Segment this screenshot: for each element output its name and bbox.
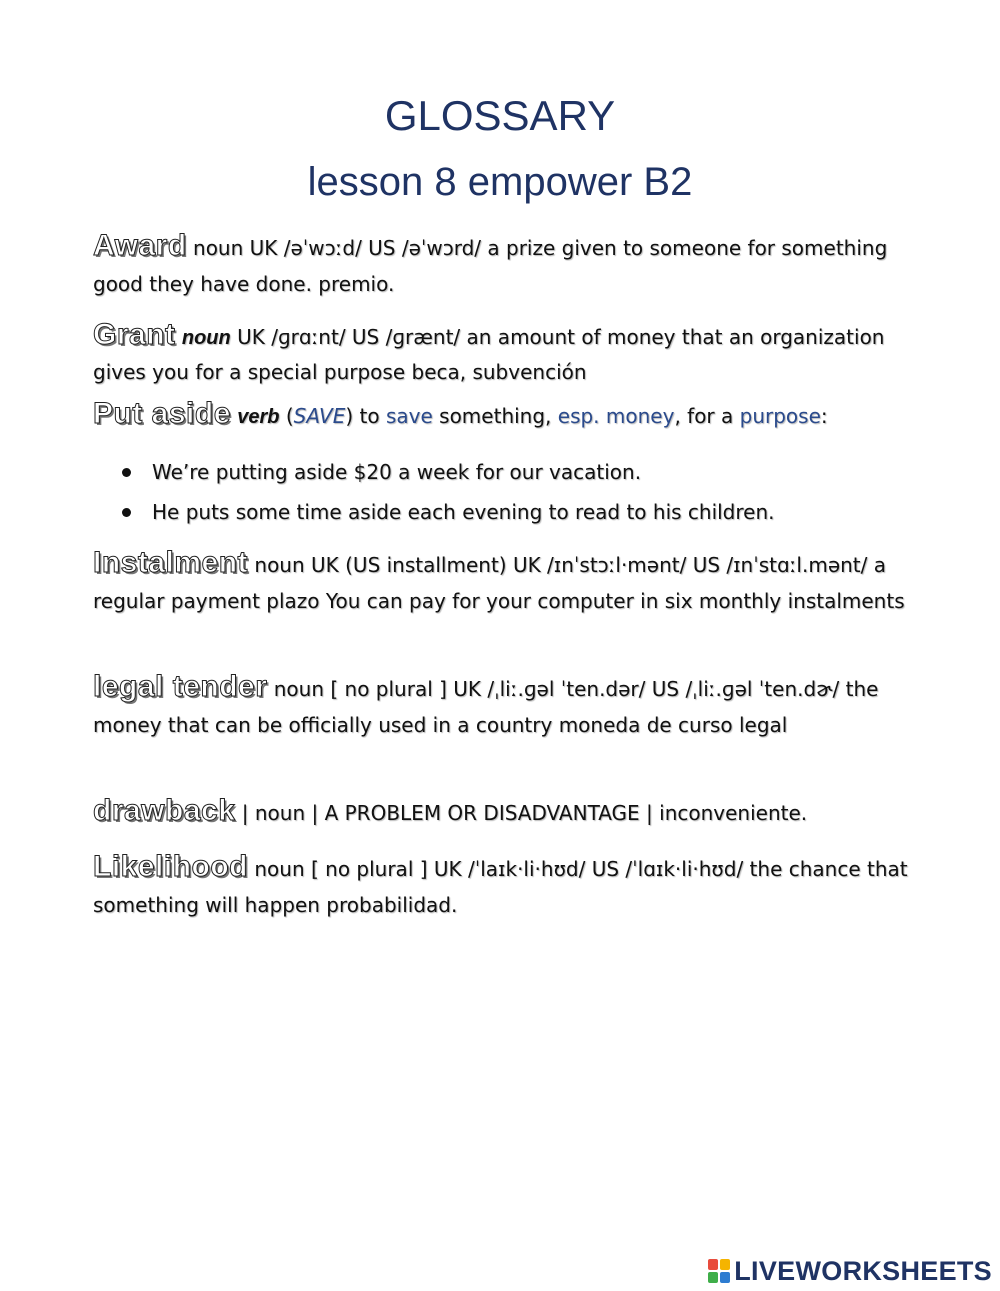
definition-part: , for a: [674, 404, 740, 428]
list-item: He puts some time aside each evening to read to his children.: [118, 492, 775, 532]
definition-grant: UK /ɡrɑːnt/ US /ɡrænt/ an amount of money that an organization gives you for a special purpose beca, subvención: [93, 325, 885, 384]
link-money[interactable]: esp. money: [557, 404, 675, 428]
entry-award: [93, 228, 908, 302]
term-likelihood: Likelihood: [93, 850, 248, 883]
pos-grant: noun: [181, 327, 231, 349]
link-save[interactable]: save: [385, 404, 433, 428]
entry-instalment: [93, 545, 908, 619]
term-grant: Grant: [93, 318, 176, 351]
entry-likelihood: [93, 849, 908, 923]
example-list: [118, 452, 775, 532]
liveworksheets-logo: [708, 1254, 992, 1288]
link-purpose[interactable]: purpose: [739, 404, 821, 428]
logo-square: [720, 1272, 730, 1283]
definition-part: :: [820, 404, 828, 428]
save-tag: SAVE: [293, 404, 346, 428]
definition-drawback: | noun | A PROBLEM OR DISADVANTAGE | inconveniente.: [235, 801, 808, 825]
definition-award: noun UK /əˈwɔːd/ US /əˈwɔrd/ a prize given to someone for something good they have done. premio.: [93, 236, 888, 296]
logo-square: [720, 1259, 730, 1270]
logo-mark-icon: [708, 1259, 730, 1283]
logo-text: LIVEWORKSHEETS: [734, 1255, 992, 1286]
term-instalment: Instalment: [93, 546, 249, 579]
definition-part: something,: [432, 404, 558, 428]
term-legal-tender: legal tender: [93, 670, 268, 703]
definition-likelihood: noun [ no plural ] UK /ˈlaɪk·li·hʊd/ US /ˈlɑɪk·li·hʊd/ the chance that something will happen probabilidad.: [93, 857, 908, 917]
entry-legal-tender: [93, 669, 908, 743]
logo-square: [708, 1259, 718, 1270]
term-award: Award: [93, 229, 187, 262]
definition-part: (: [279, 404, 294, 428]
page-subtitle: lesson 8 empower B2: [307, 160, 693, 204]
logo-square: [708, 1272, 718, 1283]
page-title: GLOSSARY: [384, 92, 616, 139]
definition-instalment: noun UK (US installment) UK /ɪnˈstɔːl·mənt/ US /ɪnˈstɑːl.mənt/ a regular payment plazo You can pay for your computer in six monthly instalments: [93, 553, 905, 613]
entry-grant: [93, 318, 908, 389]
list-item: We’re putting aside $20 a week for our vacation.: [118, 452, 775, 492]
term-drawback: drawback: [93, 794, 236, 827]
definition-legal-tender: noun [ no plural ] UK /ˌliː.ɡəl ˈten.dər/ US /ˌliː.ɡəl ˈten.dɚ/ the money that can be officially used in a country moneda de curso legal: [93, 677, 879, 737]
entry-put-aside: [93, 396, 908, 435]
pos-put-aside: verb: [237, 406, 280, 428]
definition-part: ) to: [345, 404, 386, 428]
entry-drawback: [93, 793, 908, 831]
term-put-aside: Put aside: [93, 397, 231, 430]
